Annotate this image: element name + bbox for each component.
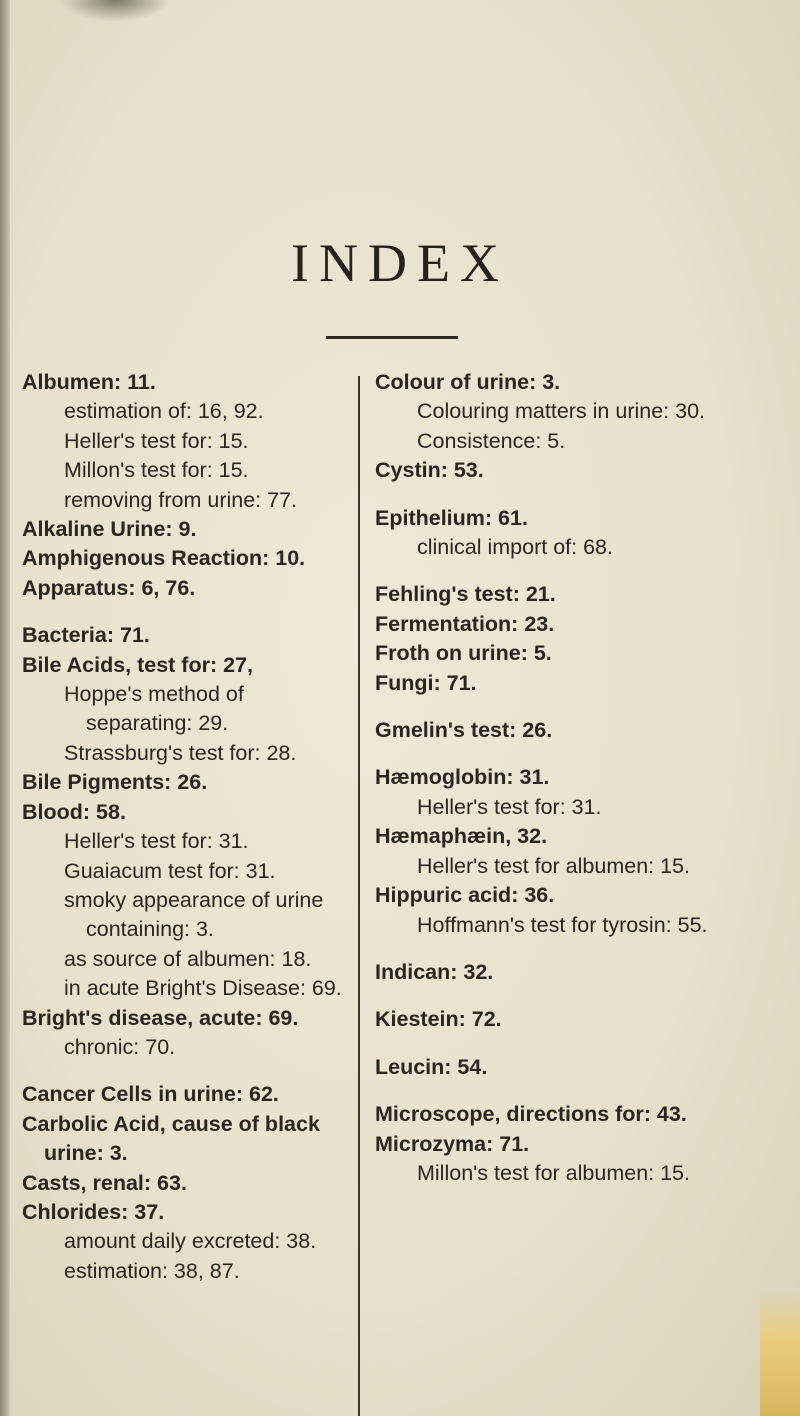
index-subentry: chronic: 70. <box>64 1034 176 1059</box>
index-entry: Hippuric acid: 36. <box>375 883 555 908</box>
index-subentry: in acute Bright's Disease: 69. <box>64 976 342 1001</box>
index-entry: Froth on urine: 5. <box>375 641 552 666</box>
index-entry: Cystin: 53. <box>375 458 484 483</box>
index-subentry: Guaiacum test for: 31. <box>64 858 276 883</box>
index-subentry: as source of albumen: 18. <box>64 946 312 971</box>
index-entry: Carbolic Acid, cause of black urine: 3. <box>22 1111 320 1166</box>
index-entry: Alkaline Urine: 9. <box>22 517 197 542</box>
page-stain <box>60 0 170 22</box>
index-subentry: estimation: 38, 87. <box>64 1258 240 1283</box>
index-entry: Indican: 32. <box>375 959 494 984</box>
index-entry: Casts, renal: 63. <box>22 1170 187 1195</box>
index-entry: Bile Acids, test for: 27, <box>22 652 253 677</box>
index-entry: Hæmoglobin: 31. <box>375 765 550 790</box>
index-subentry: amount daily excreted: 38. <box>64 1229 317 1254</box>
page-title: INDEX <box>291 233 509 293</box>
index-subentry: Heller's test for: 31. <box>417 794 602 819</box>
index-entry: Bacteria: 71. <box>22 623 150 648</box>
book-spine-shadow <box>0 0 10 1416</box>
index-entry: Microzyma: 71. <box>375 1131 530 1156</box>
index-column-left <box>22 368 350 1286</box>
index-subentry: Hoppe's method of separating: 29. <box>64 682 244 736</box>
index-subentry: removing from urine: 77. <box>64 487 298 512</box>
index-column-right <box>375 368 785 1188</box>
index-entry: Colour of urine: 3. <box>375 370 561 394</box>
index-entry: Leucin: 54. <box>375 1054 488 1079</box>
index-entry: Microscope, directions for: 43. <box>375 1102 687 1127</box>
index-subentry: Heller's test for: 31. <box>64 829 249 854</box>
index-subentry: Consistence: 5. <box>417 428 566 453</box>
index-entry: Bright's disease, acute: 69. <box>22 1005 299 1030</box>
index-entry: Apparatus: 6, 76. <box>22 575 196 600</box>
index-entry: Amphigenous Reaction: 10. <box>22 546 306 571</box>
index-entry: Epithelium: 61. <box>375 505 528 530</box>
index-subentry: Millon's test for: 15. <box>64 458 249 483</box>
index-entry: Blood: 58. <box>22 799 126 824</box>
index-entry: Fehling's test: 21. <box>375 582 556 607</box>
index-entry: Bile Pigments: 26. <box>22 770 208 795</box>
index-subentry: smoky appearance of urine containing: 3. <box>64 887 324 942</box>
index-entry: Fungi: 71. <box>375 670 477 695</box>
index-entry: Hæmaphæin, 32. <box>375 824 548 849</box>
title-rule <box>326 336 458 339</box>
index-subentry: Colouring matters in urine: 30. <box>417 399 706 424</box>
edge-stain <box>760 1290 800 1416</box>
index-entry: Albumen: 11. <box>22 370 156 394</box>
index-subentry: Heller's test for albumen: 15. <box>417 853 690 878</box>
index-subentry: Strassburg's test for: 28. <box>64 740 297 765</box>
index-entry: Cancer Cells in urine: 62. <box>22 1082 279 1107</box>
index-entry: Fermentation: 23. <box>375 611 555 636</box>
index-subentry: estimation of: 16, 92. <box>64 399 264 424</box>
index-entry: Kiestein: 72. <box>375 1007 502 1032</box>
index-entry: Chlorides: 37. <box>22 1199 165 1224</box>
column-divider <box>358 376 360 1416</box>
index-subentry: Heller's test for: 15. <box>64 428 249 453</box>
index-subentry: clinical import of: 68. <box>417 535 613 560</box>
index-entry: Gmelin's test: 26. <box>375 718 553 743</box>
index-subentry: Millon's test for albumen: 15. <box>417 1160 690 1185</box>
index-subentry: Hoffmann's test for tyrosin: 55. <box>417 912 708 937</box>
